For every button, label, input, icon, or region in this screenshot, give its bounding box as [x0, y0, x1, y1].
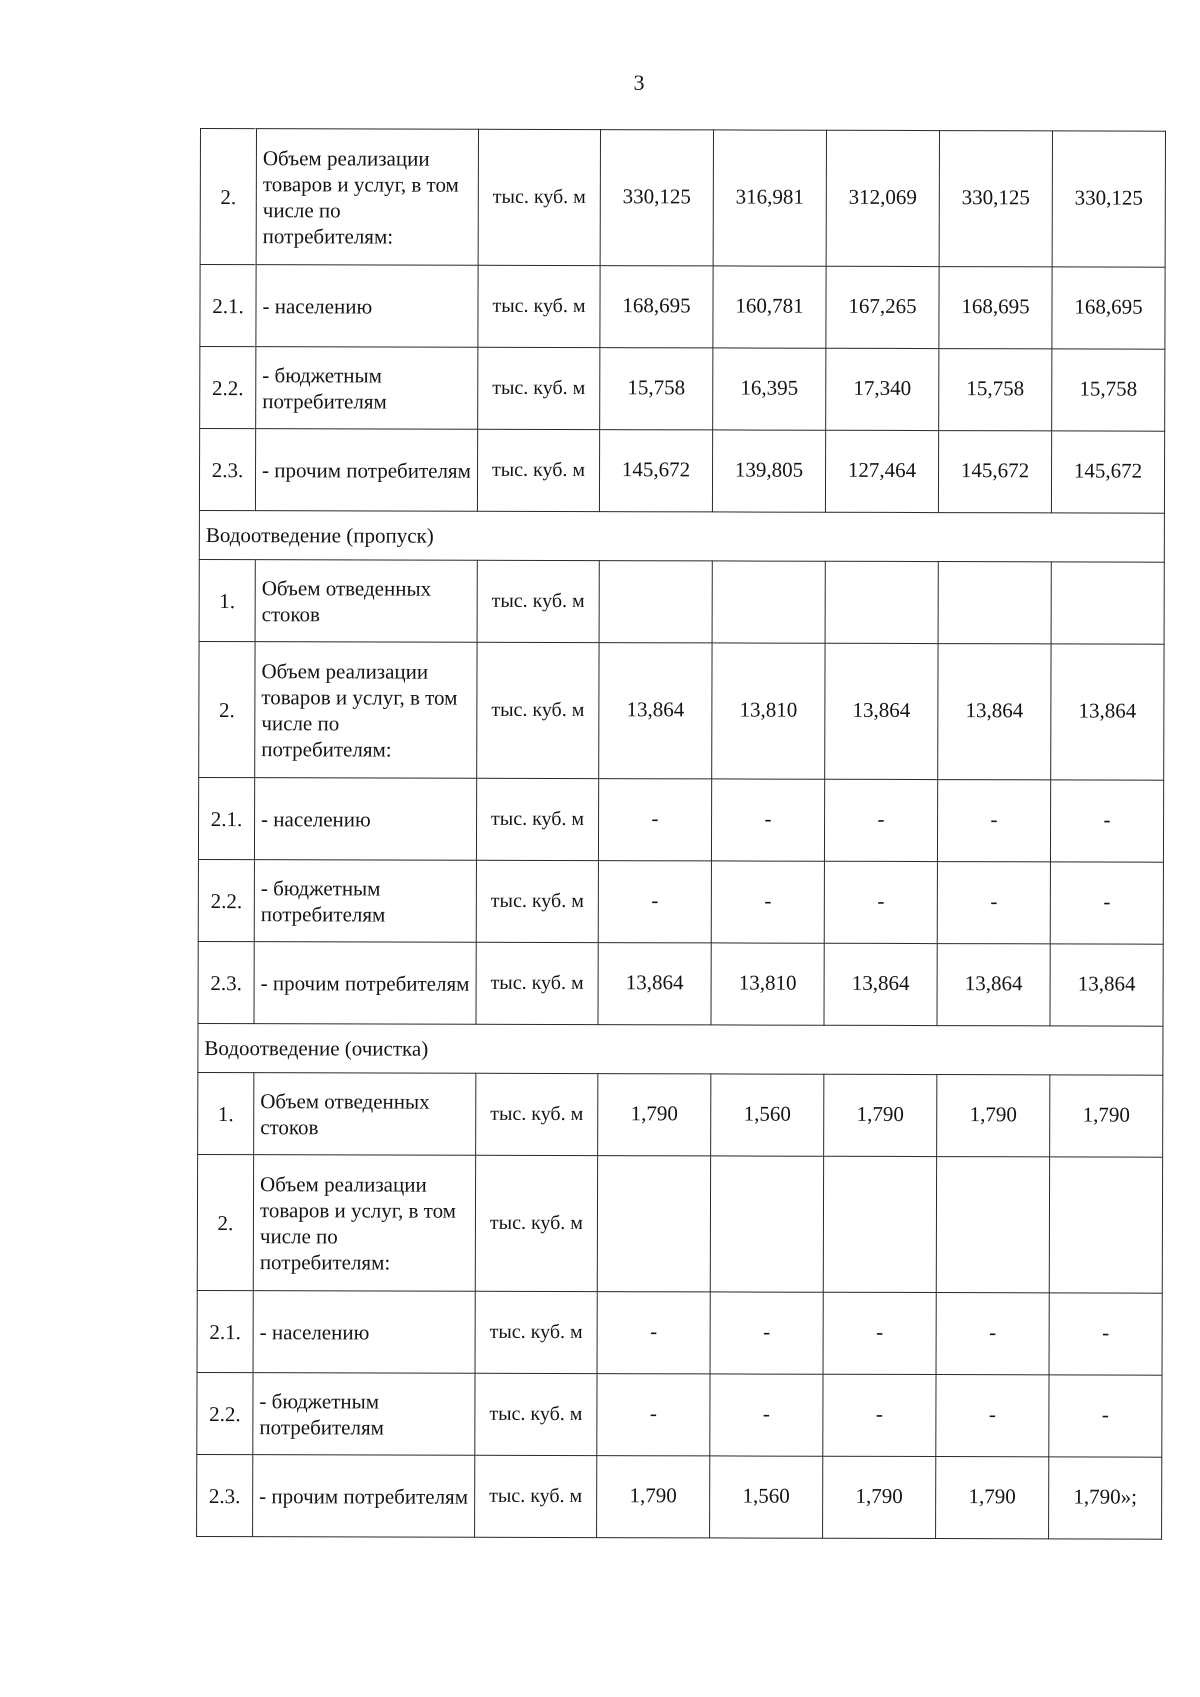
row-number: 2.: [197, 1154, 253, 1290]
value-cell: 13,864: [1050, 944, 1163, 1026]
value-cell: 330,125: [600, 130, 713, 266]
section-title: Водоотведение (очистка): [198, 1023, 1163, 1075]
value-cell: 16,395: [713, 348, 826, 430]
row-unit: тыс. куб. м: [478, 129, 600, 265]
value-cell: -: [936, 1375, 1049, 1457]
value-cell: 13,864: [824, 943, 937, 1025]
table-row: [197, 1372, 1162, 1457]
value-cell: [1049, 1157, 1162, 1293]
value-cell: 1,560: [711, 1074, 824, 1156]
value-cell: [1051, 562, 1164, 644]
row-name: Объем реализации товаров и услуг, в том числе по потребителям:: [256, 129, 478, 266]
value-cell: -: [937, 862, 1050, 944]
value-cell: -: [597, 1292, 710, 1374]
row-unit: тыс. куб. м: [478, 347, 600, 429]
table-row: [197, 1154, 1162, 1293]
row-name: - населению: [253, 1291, 475, 1374]
value-cell: 1,790: [597, 1456, 710, 1538]
value-cell: 167,265: [826, 266, 939, 348]
table-row: [197, 1454, 1162, 1539]
value-cell: 13,864: [598, 943, 711, 1025]
row-number: 2.1.: [197, 1290, 253, 1372]
value-cell: 13,864: [599, 643, 712, 779]
value-cell: 15,758: [1052, 349, 1165, 431]
value-cell: -: [823, 1292, 936, 1374]
value-cell: 13,810: [711, 943, 824, 1025]
row-unit: тыс. куб. м: [475, 1155, 597, 1291]
table-row: [198, 859, 1163, 944]
section-header-row: [198, 1023, 1163, 1075]
table-row: [198, 941, 1163, 1026]
row-name: Объем реализации товаров и услуг, в том числе по потребителям:: [255, 642, 477, 779]
value-cell: 312,069: [826, 130, 939, 266]
row-number: 1.: [198, 1072, 254, 1154]
value-cell: 1,790: [936, 1457, 1049, 1539]
row-unit: тыс. куб. м: [476, 1073, 598, 1155]
value-cell: 168,695: [600, 266, 713, 348]
value-cell: 13,864: [825, 643, 938, 779]
value-cell: -: [824, 779, 937, 861]
value-cell: 1,790: [1050, 1075, 1163, 1157]
table-row: [199, 429, 1164, 514]
value-cell: -: [823, 1374, 936, 1456]
row-name: - населению: [256, 265, 478, 348]
value-cell: [712, 561, 825, 643]
row-unit: тыс. куб. м: [476, 860, 598, 942]
value-cell: 13,864: [938, 644, 1051, 780]
value-cell: 15,758: [939, 349, 1052, 431]
row-name: - бюджетным потребителям: [253, 1373, 475, 1456]
table-row: [198, 1072, 1163, 1157]
value-cell: 1,790: [937, 1075, 1050, 1157]
value-cell: 13,864: [937, 944, 1050, 1026]
value-cell: 316,981: [713, 130, 826, 266]
row-name: - бюджетным потребителям: [256, 347, 478, 430]
value-cell: 168,695: [939, 267, 1052, 349]
value-cell: -: [1050, 780, 1163, 862]
table-row: [200, 129, 1165, 268]
value-cell: -: [597, 1374, 710, 1456]
value-cell: 1,790: [824, 1074, 937, 1156]
value-cell: 17,340: [826, 348, 939, 430]
value-cell: -: [824, 861, 937, 943]
value-cell: 160,781: [713, 266, 826, 348]
section-title: Водоотведение (пропуск): [199, 510, 1164, 562]
row-name: Объем реализации товаров и услуг, в том числе по потребителям:: [253, 1155, 475, 1292]
table-row: [199, 641, 1164, 780]
value-cell: 1,790»;: [1049, 1457, 1162, 1539]
value-cell: -: [1049, 1293, 1162, 1375]
value-cell: -: [710, 1374, 823, 1456]
table-row: [200, 265, 1165, 350]
row-name: - прочим потребителям: [254, 942, 476, 1025]
value-cell: 1,560: [710, 1456, 823, 1538]
row-name: Объем отведенных стоков: [255, 560, 477, 643]
value-cell: -: [598, 861, 711, 943]
table-row: [198, 777, 1163, 862]
row-number: 2.3.: [198, 941, 254, 1023]
value-cell: 145,672: [599, 430, 712, 512]
value-cell: [597, 1156, 710, 1292]
row-unit: тыс. куб. м: [478, 265, 600, 347]
value-cell: [936, 1157, 1049, 1293]
row-name: Объем отведенных стоков: [254, 1073, 476, 1156]
value-cell: [825, 561, 938, 643]
table-row: [197, 1290, 1162, 1375]
value-cell: -: [710, 1292, 823, 1374]
table-row: [199, 559, 1164, 644]
value-cell: 145,672: [938, 431, 1051, 513]
row-unit: тыс. куб. м: [475, 1455, 597, 1537]
value-cell: 330,125: [939, 131, 1052, 267]
value-cell: -: [711, 861, 824, 943]
row-number: 2.2.: [198, 859, 254, 941]
value-cell: [823, 1156, 936, 1292]
row-unit: тыс. куб. м: [475, 1373, 597, 1455]
row-unit: тыс. куб. м: [477, 429, 599, 511]
value-cell: -: [711, 779, 824, 861]
row-unit: тыс. куб. м: [476, 942, 598, 1024]
row-name: - бюджетным потребителям: [254, 860, 476, 943]
value-cell: -: [936, 1293, 1049, 1375]
page-number: 3: [633, 70, 645, 95]
row-unit: тыс. куб. м: [477, 642, 599, 778]
value-cell: 15,758: [600, 348, 713, 430]
value-cell: -: [598, 779, 711, 861]
row-number: 2.: [200, 129, 256, 265]
section-header-row: [199, 510, 1164, 562]
value-cell: 1,790: [823, 1456, 936, 1538]
value-cell: [599, 561, 712, 643]
value-cell: -: [937, 780, 1050, 862]
row-name: - прочим потребителям: [253, 1455, 475, 1538]
row-number: 2.1.: [198, 777, 254, 859]
row-unit: тыс. куб. м: [477, 560, 599, 642]
value-cell: 145,672: [1051, 431, 1164, 513]
value-cell: 13,810: [712, 643, 825, 779]
row-number: 2.1.: [200, 265, 256, 347]
value-cell: 1,790: [598, 1074, 711, 1156]
table-body: [197, 129, 1166, 1540]
row-number: 2.: [199, 641, 255, 777]
value-cell: 127,464: [825, 430, 938, 512]
row-number: 1.: [199, 559, 255, 641]
data-table: [196, 128, 1166, 1540]
row-number: 2.2.: [197, 1372, 253, 1454]
table-row: [200, 347, 1165, 432]
value-cell: [710, 1156, 823, 1292]
row-number: 2.2.: [200, 347, 256, 429]
value-cell: -: [1049, 1375, 1162, 1457]
value-cell: 139,805: [712, 430, 825, 512]
value-cell: -: [1050, 862, 1163, 944]
row-unit: тыс. куб. м: [476, 778, 598, 860]
value-cell: 13,864: [1051, 644, 1164, 780]
row-number: 2.3.: [199, 429, 255, 511]
value-cell: 168,695: [1052, 267, 1165, 349]
row-unit: тыс. куб. м: [475, 1291, 597, 1373]
value-cell: 330,125: [1052, 131, 1165, 267]
value-cell: [938, 562, 1051, 644]
row-name: - населению: [254, 778, 476, 861]
row-name: - прочим потребителям: [255, 429, 477, 512]
row-number: 2.3.: [197, 1454, 253, 1536]
